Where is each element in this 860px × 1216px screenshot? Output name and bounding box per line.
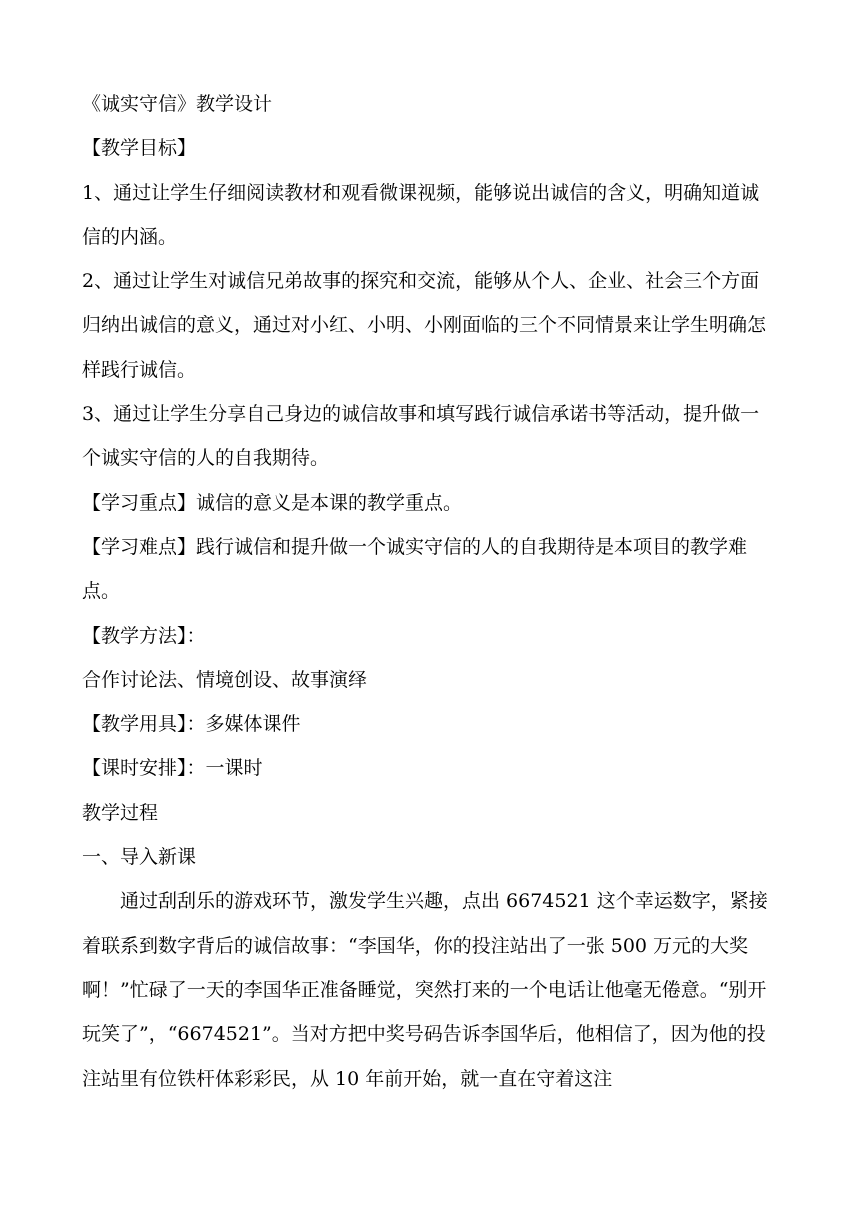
schedule-label: 【课时安排】： <box>82 757 206 780</box>
schedule <box>82 746 778 790</box>
document-title: 《诚实守信》教学设计 <box>82 93 273 115</box>
difficulty <box>82 525 778 614</box>
tools-text: 多媒体课件 <box>205 713 301 736</box>
objective-2: 2、通过让学生对诚信兄弟故事的探究和交流，能够从个人、企业、社会三个方面归纳出诚信的意义，通过对小红、小明、小刚面临的三个不同情景来让学生明确怎样践行诚信。 <box>82 270 767 381</box>
process-heading: 教学过程 <box>82 801 159 824</box>
key-point-label: 【学习重点】 <box>82 491 197 514</box>
tools-label: 【教学用具】： <box>82 713 206 736</box>
difficulty-label: 【学习难点】 <box>82 535 197 558</box>
objectives-heading: 【教学目标】 <box>82 137 197 160</box>
schedule-text: 一课时 <box>205 757 263 780</box>
objective-1: 1、通过让学生仔细阅读教材和观看微课视频，能够说出诚信的含义，明确知道诚信的内涵。 <box>82 181 760 248</box>
method-heading: 【教学方法】： <box>82 624 206 647</box>
difficulty-text: 践行诚信和提升做一个诚实守信的人的自我期待是本项目的教学难点。 <box>82 535 748 603</box>
key-point <box>82 481 778 525</box>
method-text: 合作讨论法、情境创设、故事演绎 <box>82 668 368 691</box>
objective-3: 3、通过让学生分享自己身边的诚信故事和填写践行诚信承诺书等活动，提升做一个诚实守信的人的自我期待。 <box>82 403 760 470</box>
tools <box>82 702 778 746</box>
section-1-paragraph: 通过刮刮乐的游戏环节，激发学生兴趣，点出 6674521 这个幸运数字，紧接着联系到数字背后的诚信故事：“李国华，你的投注站出了一张 500 万元的大奖啊！”忙碌了一天的李国华正准备睡觉，突然打来的一个电话让他毫无倦意。“别开玩笑了”，“6674521”。当对方把中奖号码告诉李国华后，他相信了，因为他的投注站里有位铁杆体彩彩民，从 10 年前开始，就一直在守着这注 <box>82 890 768 1090</box>
document-page <box>82 82 778 1101</box>
section-1-heading: 一、导入新课 <box>82 846 197 869</box>
key-point-text: 诚信的意义是本课的教学重点。 <box>196 491 463 514</box>
